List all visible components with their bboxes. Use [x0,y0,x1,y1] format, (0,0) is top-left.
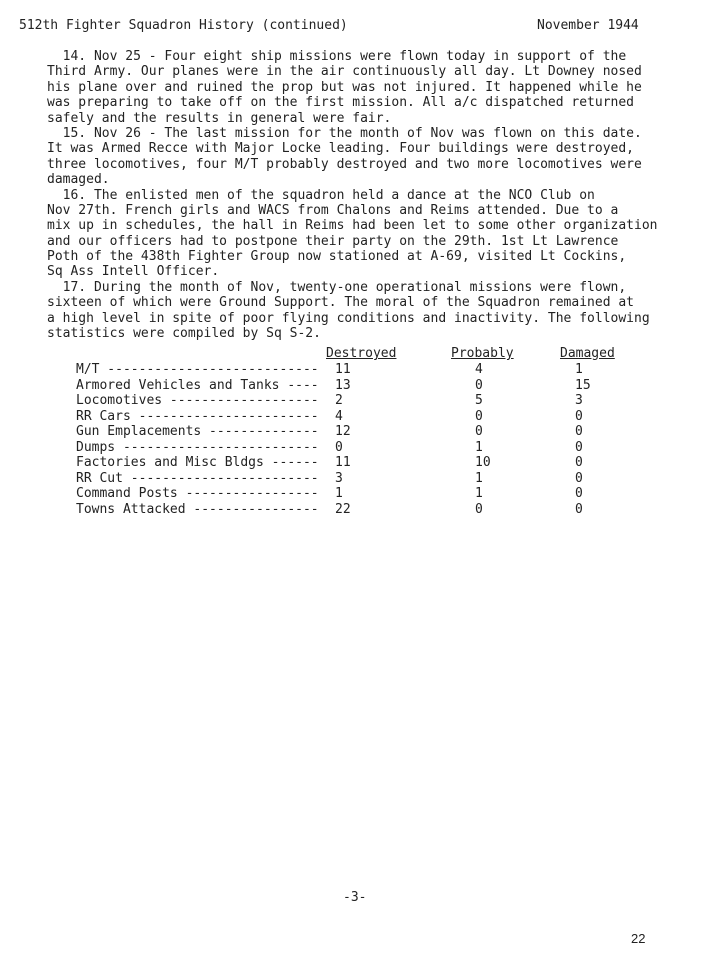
text-line: Nov 27th. French girls and WACS from Chalons and Reims attended. Due to a [47,202,619,218]
text-line: Sq Ass Intell Officer. [47,264,220,280]
row-label: RR Cars ----------------------- [76,408,319,424]
damaged-value: 0 [575,455,583,470]
text-line: statistics were compiled by Sq S-2. [47,326,321,342]
destroyed-value: 4 [335,408,343,424]
probably-value: 10 [475,455,491,470]
text-line: Poth of the 438th Fighter Group now stationed at A-69, visited Lt Cockins, [47,249,627,265]
row-label: Factories and Misc Bldgs ------ [76,455,319,470]
destroyed-value: 3 [335,470,343,486]
table-row [76,409,636,425]
destroyed-value: 0 [335,439,343,455]
table-row [76,393,636,409]
damaged-value: 0 [575,470,583,486]
table-row [76,424,636,440]
damaged-value: 0 [575,501,583,517]
text-line: safely and the results in general were fair. [47,110,392,126]
destroyed-value: 11 [335,455,351,470]
damaged-value: 0 [575,424,583,439]
column-header-destroyed: Destroyed [326,346,397,361]
text-line: damaged. [47,172,110,188]
text-line: mix up in schedules, the hall in Reims had been let to some other organization [47,218,658,234]
damaged-value: 0 [575,408,583,424]
document-date: November 1944 [537,18,639,33]
probably-value: 4 [475,362,483,377]
destroyed-value: 12 [335,424,351,439]
destroyed-value: 2 [335,393,343,408]
text-line: 15. Nov 26 - The last mission for the month of Nov was flown on this date. [47,125,642,141]
table-row [76,378,636,394]
probably-value: 5 [475,393,483,408]
row-label: Towns Attacked ---------------- [76,501,319,517]
table-row [76,455,636,471]
probably-value: 0 [475,424,483,439]
damaged-value: 0 [575,486,583,501]
archive-stamp-number: 22 [631,931,646,946]
table-row [76,471,636,487]
text-line: was preparing to take off on the first mission. All a/c dispatched returned [47,95,634,111]
row-label: Dumps ------------------------- [76,439,319,455]
text-line: and our officers had to postpone their party on the 29th. 1st Lt Lawrence [47,233,619,249]
text-line: Third Army. Our planes were in the air continuously all day. Lt Downey nosed [47,64,642,80]
destroyed-value: 11 [335,362,351,377]
probably-value: 0 [475,501,483,517]
damaged-value: 1 [575,362,583,377]
statistics-table [76,362,636,517]
table-row [76,440,636,456]
damaged-value: 0 [575,439,583,455]
row-label: Command Posts ----------------- [76,486,319,501]
row-label: Armored Vehicles and Tanks ---- [76,377,319,393]
column-header-probably: Probably [451,346,514,361]
destroyed-value: 1 [335,486,343,501]
destroyed-value: 22 [335,501,351,517]
text-line: 16. The enlisted men of the squadron held a dance at the NCO Club on [47,187,595,203]
body-text [47,49,667,341]
damaged-value: 3 [575,393,583,408]
table-row [76,502,636,518]
row-label: RR Cut ------------------------ [76,470,319,486]
probably-value: 1 [475,486,483,501]
row-label: Locomotives ------------------- [76,393,319,408]
text-line: three locomotives, four M/T probably destroyed and two more locomotives were [47,156,642,172]
text-line: 14. Nov 25 - Four eight ship missions were flown today in support of the [47,49,627,64]
probably-value: 0 [475,408,483,424]
damaged-value: 15 [575,377,591,393]
row-label: Gun Emplacements -------------- [76,424,319,439]
probably-value: 0 [475,377,483,393]
table-row [76,362,636,378]
destroyed-value: 13 [335,377,351,393]
probably-value: 1 [475,439,483,455]
table-row [76,486,636,502]
document-title: 512th Fighter Squadron History (continued) [19,18,348,33]
text-line: sixteen of which were Ground Support. The moral of the Squadron remained at [47,295,634,311]
text-line: a high level in spite of poor flying conditions and inactivity. The following [47,310,650,326]
text-line: It was Armed Recce with Major Locke leading. Four buildings were destroyed, [47,141,634,157]
probably-value: 1 [475,470,483,486]
page-number: -3- [343,890,367,905]
text-line: 17. During the month of Nov, twenty-one operational missions were flown, [47,279,627,295]
text-line: his plane over and ruined the prop but was not injured. It happened while he [47,79,642,95]
column-header-damaged: Damaged [560,346,615,361]
row-label: M/T --------------------------- [76,362,319,377]
